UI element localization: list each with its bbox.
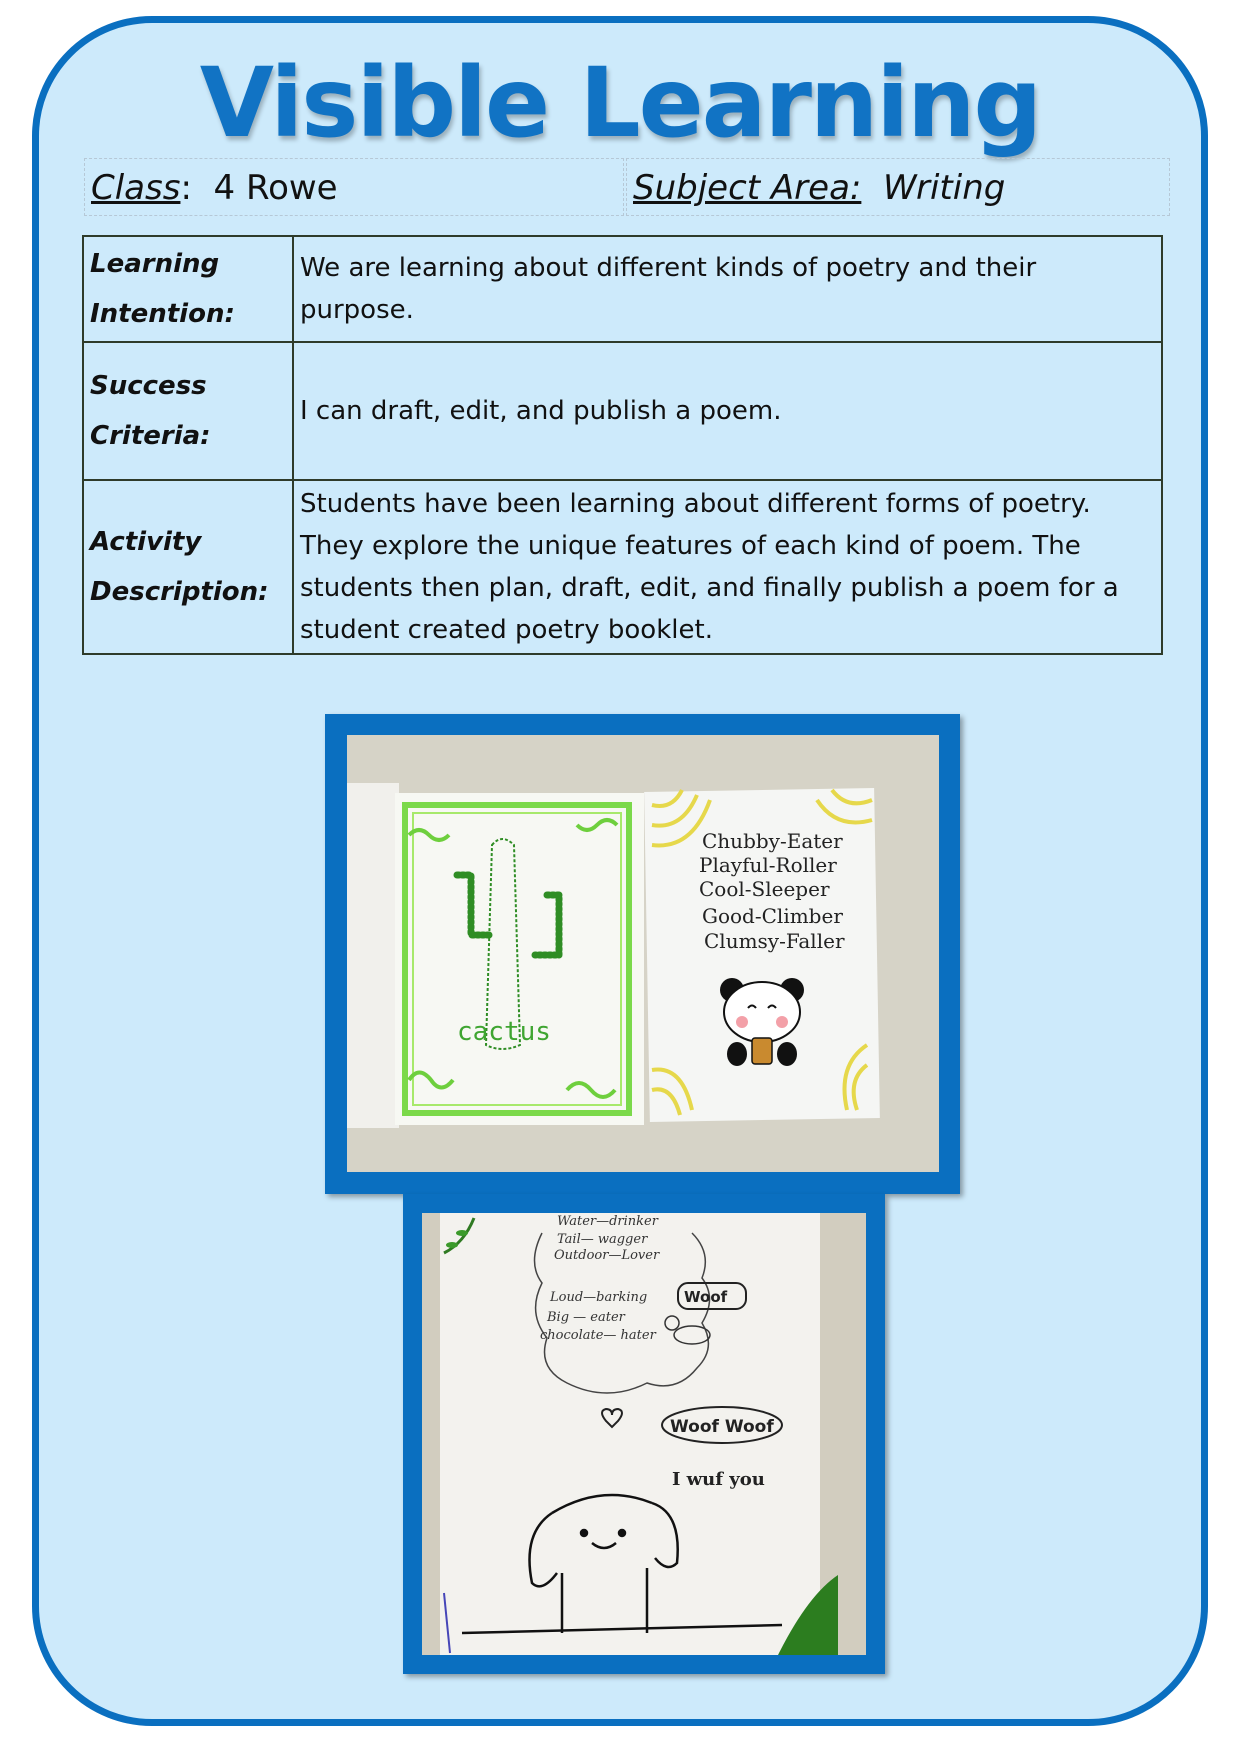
table-row (83, 342, 1162, 480)
photo-2-illustration (422, 1213, 866, 1655)
photo-1-image (347, 735, 939, 1172)
poem-line: Chubby-Eater (702, 829, 843, 853)
cactus-word: cactus (457, 1017, 551, 1047)
photo-1-illustration (347, 735, 939, 1172)
class-label: Class (91, 168, 181, 208)
panda-drawing (720, 978, 804, 1066)
panda-poem-page (644, 788, 880, 1122)
row-header (83, 236, 293, 342)
row-header-line: Criteria: (90, 421, 211, 451)
poem-line: chocolate— hater (540, 1328, 656, 1343)
class-subject-row (84, 158, 1170, 216)
class-field: Class: 4 Rowe (84, 158, 624, 216)
row-header-line: Success (90, 371, 207, 401)
row-header-line: Intention: (90, 299, 235, 329)
table-row (83, 480, 1162, 654)
class-value: 4 Rowe (213, 168, 338, 208)
row-header-line: Description: (90, 577, 269, 607)
poem-line: Clumsy-Faller (704, 929, 845, 953)
poem-line: Water—drinker (557, 1214, 658, 1229)
row-text: We are learning about different kinds of poetry and their purpose. (293, 236, 1162, 342)
poem-line: Big — eater (547, 1310, 625, 1325)
poetry-photo-1 (325, 714, 960, 1194)
big-woof-text: Woof Woof (670, 1417, 774, 1437)
row-text: Students have been learning about different forms of poetry. They explore the unique features of each kind of poem. The students then plan, draft, edit, and finally publish a poem for a student created poetry booklet. (293, 480, 1162, 654)
photo-2-image (422, 1213, 866, 1655)
poem-line: Tail— wagger (557, 1232, 648, 1247)
row-header (83, 342, 293, 480)
poem-line: Loud—barking (550, 1290, 648, 1305)
small-woof-text: Woof (684, 1288, 728, 1306)
booklet-back-page (347, 783, 399, 1128)
row-header (83, 480, 293, 654)
row-header-line: Learning (90, 249, 220, 279)
poem-line: Cool-Sleeper (699, 877, 830, 901)
row-header-line: Activity (90, 527, 202, 557)
row-text: I can draft, edit, and publish a poem. (293, 342, 1162, 480)
subject-field (626, 158, 1170, 216)
table-row (83, 236, 1162, 342)
poetry-photo-2 (403, 1194, 885, 1674)
learning-table (82, 235, 1163, 655)
love-text: I wuf you (672, 1469, 765, 1490)
panda-poem-text (699, 829, 849, 953)
poem-line: Outdoor—Lover (554, 1248, 660, 1263)
subject-label: Subject Area: (633, 168, 862, 208)
poem-line: Good-Climber (702, 904, 843, 928)
cactus-poem-page (395, 793, 644, 1125)
page-title: Visible Learning (199, 47, 1041, 159)
poem-line: Playful-Roller (699, 853, 837, 877)
subject-value: Writing (882, 168, 1006, 208)
